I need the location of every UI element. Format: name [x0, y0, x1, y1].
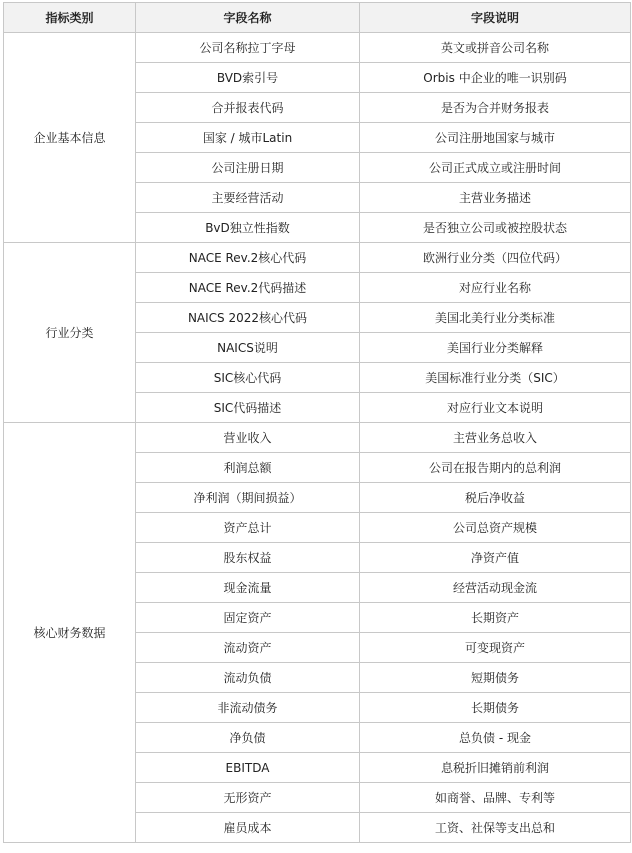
field-desc-cell: Orbis 中企业的唯一识别码	[360, 63, 631, 93]
field-name-cell: SIC核心代码	[136, 363, 360, 393]
table-header	[4, 3, 631, 33]
field-name-cell: 公司名称拉丁字母	[136, 33, 360, 63]
field-desc-cell: 息税折旧摊销前利润	[360, 753, 631, 783]
field-desc-cell: 对应行业文本说明	[360, 393, 631, 423]
field-name-cell: 主要经营活动	[136, 183, 360, 213]
field-desc-cell: 对应行业名称	[360, 273, 631, 303]
field-desc-cell: 净资产值	[360, 543, 631, 573]
field-name-cell: NAICS 2022核心代码	[136, 303, 360, 333]
field-desc-cell: 长期债务	[360, 693, 631, 723]
field-desc-cell: 短期债务	[360, 663, 631, 693]
table-row	[4, 33, 631, 63]
field-desc-cell: 美国标准行业分类（SIC）	[360, 363, 631, 393]
field-name-cell: 非流动债务	[136, 693, 360, 723]
field-desc-cell: 主营业务总收入	[360, 423, 631, 453]
field-name-cell: 固定资产	[136, 603, 360, 633]
category-cell: 核心财务数据	[4, 423, 136, 843]
table-row	[4, 423, 631, 453]
field-name-cell: BvD独立性指数	[136, 213, 360, 243]
field-desc-cell: 英文或拼音公司名称	[360, 33, 631, 63]
field-name-cell: SIC代码描述	[136, 393, 360, 423]
field-desc-cell: 可变现资产	[360, 633, 631, 663]
field-name-cell: EBITDA	[136, 753, 360, 783]
field-desc-cell: 长期资产	[360, 603, 631, 633]
field-name-cell: 流动负债	[136, 663, 360, 693]
indicator-table	[3, 2, 631, 843]
field-desc-cell: 美国行业分类解释	[360, 333, 631, 363]
field-name-cell: 无形资产	[136, 783, 360, 813]
field-desc-cell: 欧洲行业分类（四位代码）	[360, 243, 631, 273]
field-name-cell: 雇员成本	[136, 813, 360, 843]
field-name-cell: NAICS说明	[136, 333, 360, 363]
field-desc-cell: 总负债 - 现金	[360, 723, 631, 753]
field-name-cell: 利润总额	[136, 453, 360, 483]
field-name-cell: 国家 / 城市Latin	[136, 123, 360, 153]
field-name-cell: 净负债	[136, 723, 360, 753]
field-desc-cell: 经营活动现金流	[360, 573, 631, 603]
field-name-cell: NACE Rev.2代码描述	[136, 273, 360, 303]
field-name-cell: BVD索引号	[136, 63, 360, 93]
field-desc-cell: 工资、社保等支出总和	[360, 813, 631, 843]
field-desc-cell: 公司注册地国家与城市	[360, 123, 631, 153]
field-desc-cell: 公司在报告期内的总利润	[360, 453, 631, 483]
field-desc-cell: 美国北美行业分类标准	[360, 303, 631, 333]
field-desc-cell: 是否为合并财务报表	[360, 93, 631, 123]
field-desc-cell: 是否独立公司或被控股状态	[360, 213, 631, 243]
header-row	[4, 3, 631, 33]
field-name-cell: 流动资产	[136, 633, 360, 663]
field-name-cell: 营业收入	[136, 423, 360, 453]
category-cell: 行业分类	[4, 243, 136, 423]
field-name-cell: 公司注册日期	[136, 153, 360, 183]
category-cell: 企业基本信息	[4, 33, 136, 243]
field-desc-cell: 主营业务描述	[360, 183, 631, 213]
field-name-cell: 股东权益	[136, 543, 360, 573]
field-desc-cell: 公司总资产规模	[360, 513, 631, 543]
field-name-cell: 资产总计	[136, 513, 360, 543]
field-desc-cell: 公司正式成立或注册时间	[360, 153, 631, 183]
field-name-cell: 净利润（期间损益）	[136, 483, 360, 513]
field-desc-cell: 税后净收益	[360, 483, 631, 513]
header-category: 指标类别	[4, 3, 136, 33]
header-field-name: 字段名称	[136, 3, 360, 33]
header-field-desc: 字段说明	[360, 3, 631, 33]
table-body	[4, 33, 631, 843]
field-desc-cell: 如商誉、品牌、专利等	[360, 783, 631, 813]
field-name-cell: 合并报表代码	[136, 93, 360, 123]
table-row	[4, 243, 631, 273]
field-name-cell: 现金流量	[136, 573, 360, 603]
field-name-cell: NACE Rev.2核心代码	[136, 243, 360, 273]
